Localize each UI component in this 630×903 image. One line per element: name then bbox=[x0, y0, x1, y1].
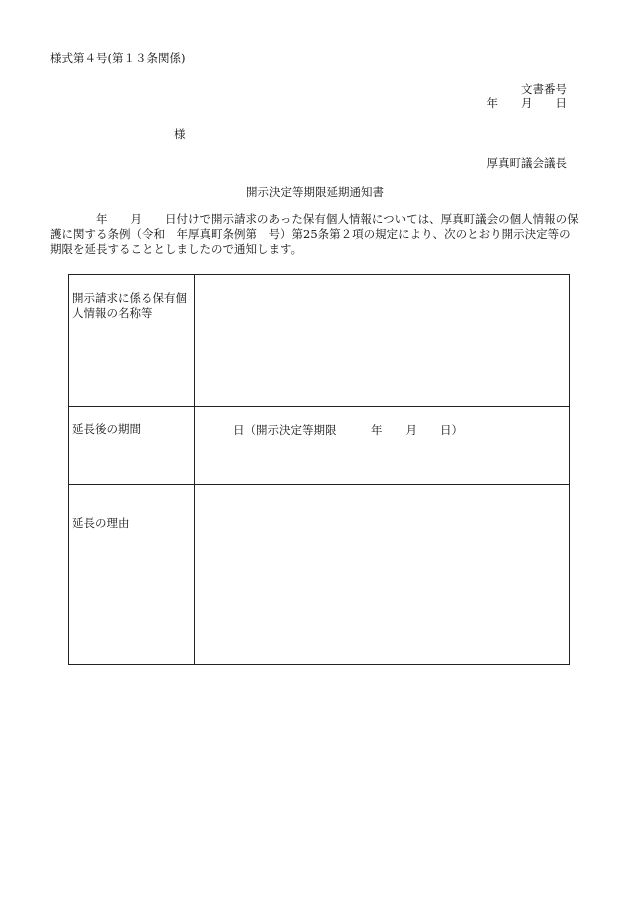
form-number: 様式第４号(第１３条関係) bbox=[50, 51, 186, 65]
date-line: 年 月 日 bbox=[486, 96, 567, 110]
row-label-extended-period: 延長後の期間 bbox=[69, 407, 195, 485]
row-value-extension-reason bbox=[195, 485, 570, 665]
row-value-info-name bbox=[195, 275, 570, 407]
table-row bbox=[69, 407, 570, 485]
document-title: 開示決定等期限延期通知書 bbox=[246, 185, 384, 199]
sender-title: 厚真町議会議長 bbox=[486, 156, 567, 170]
info-table bbox=[68, 274, 570, 665]
body-paragraph: 年 月 日付けで開示請求のあった保有個人情報については、厚真町議会の個人情報の保護に関する条例（令和 年厚真町条例第 号）第25条第２項の規定により、次のとおり開示決定等の期限を延長することとしましたので通知します。 bbox=[50, 212, 579, 256]
addressee-honorific: 様 bbox=[174, 127, 186, 141]
row-label-extension-reason: 延長の理由 bbox=[69, 485, 195, 665]
row-label-info-name: 開示請求に係る保有個人情報の名称等 bbox=[69, 275, 195, 407]
document-number: 文書番号 bbox=[521, 82, 567, 96]
row-value-extended-period: 日（開示決定等期限 年 月 日） bbox=[195, 407, 570, 485]
table-row bbox=[69, 485, 570, 665]
table-row bbox=[69, 275, 570, 407]
